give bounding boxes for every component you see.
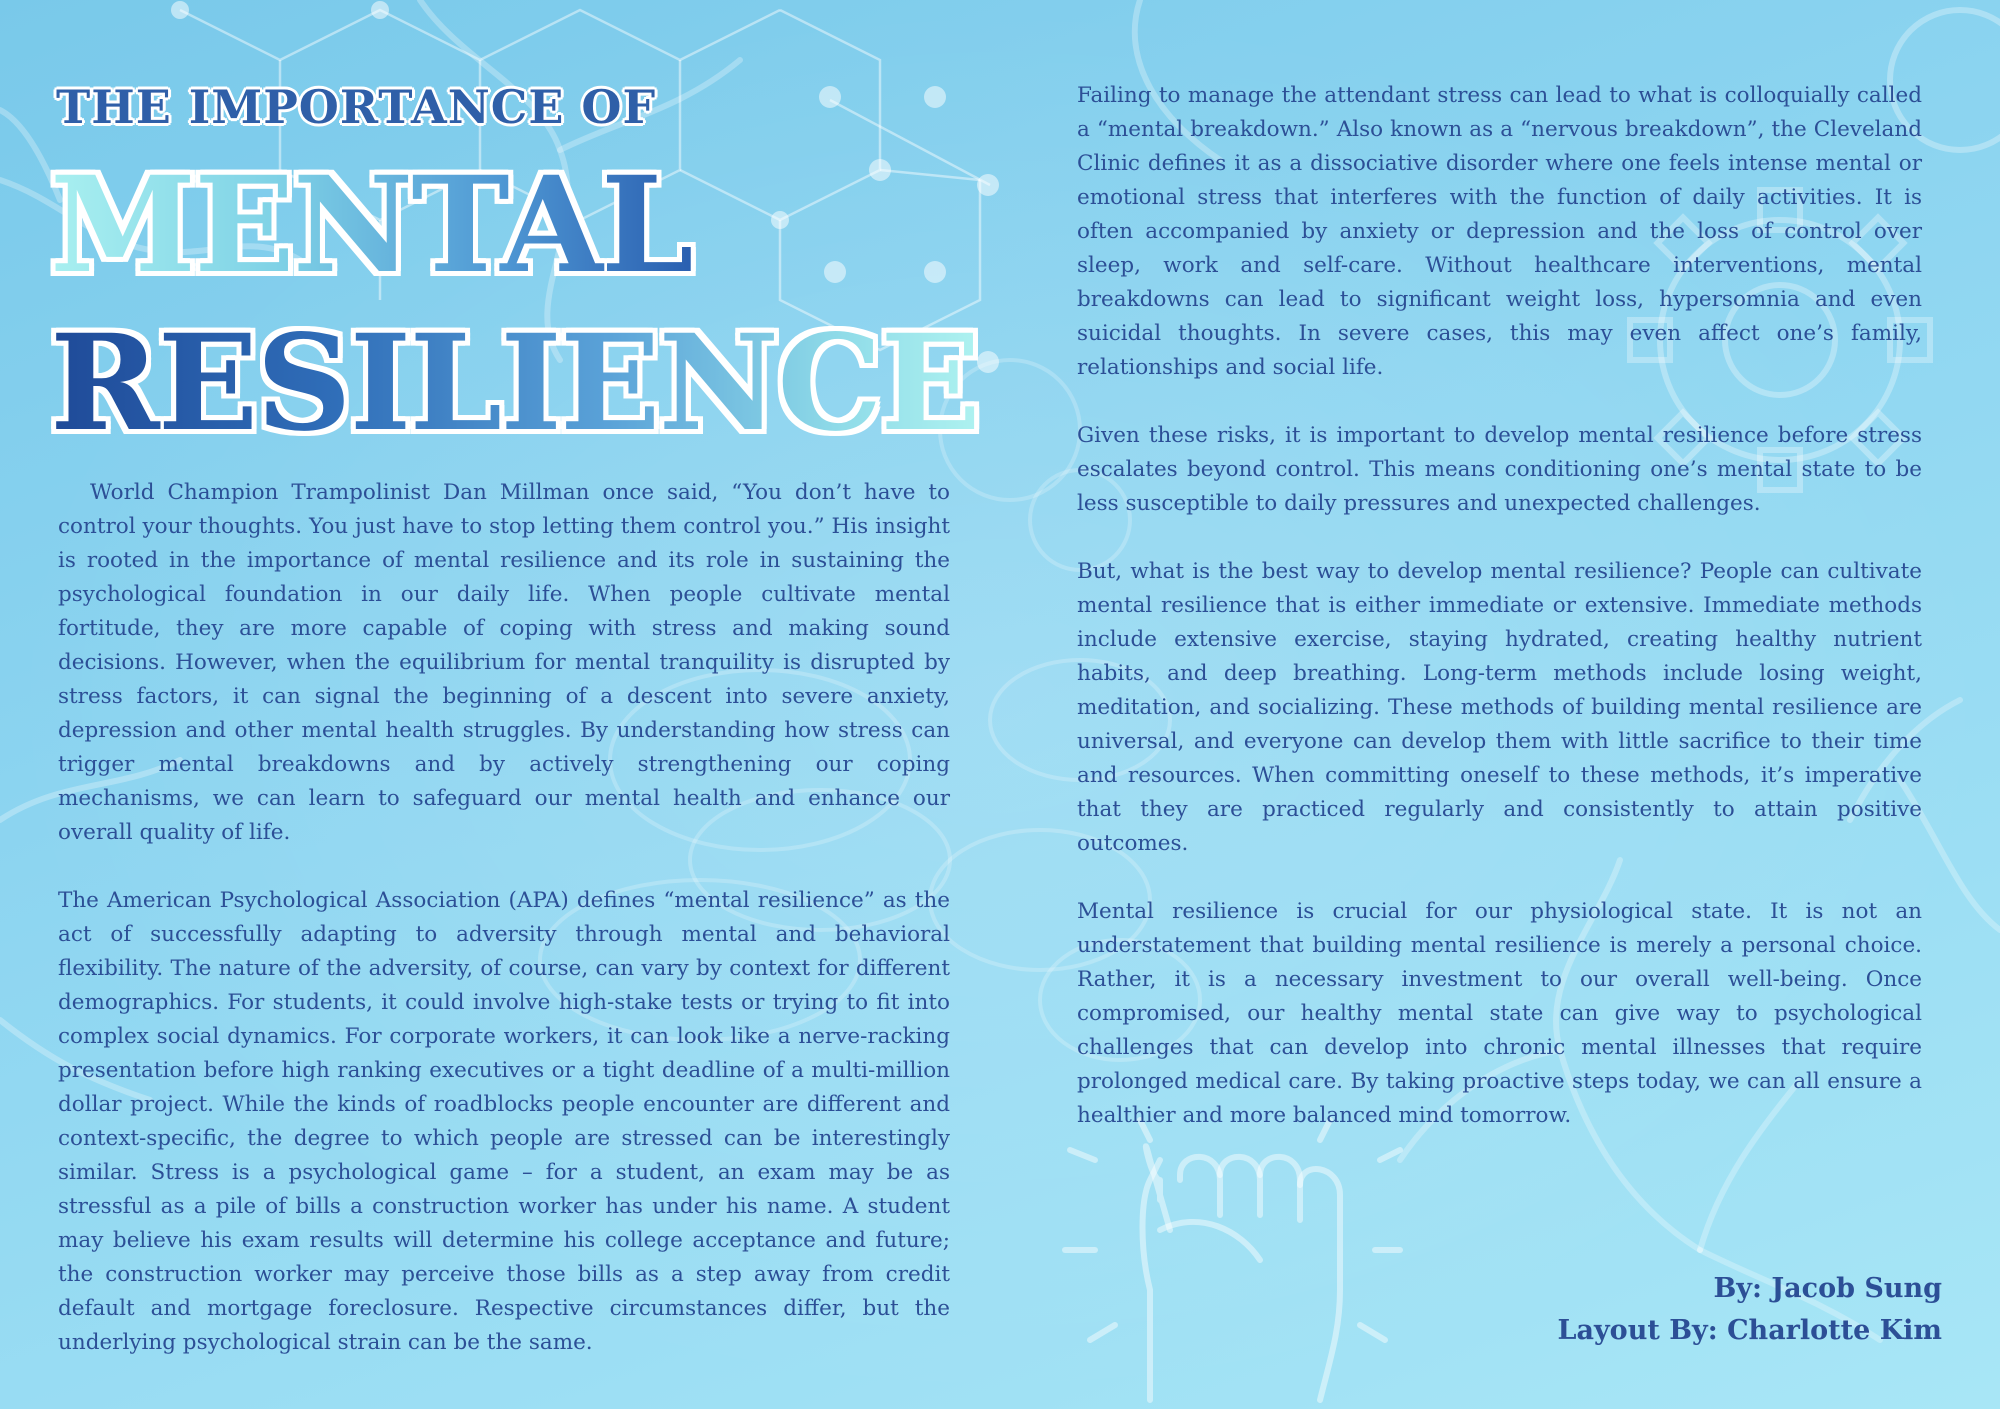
paragraph: Mental resilience is crucial for our physiological state. It is not an understatement that building mental resilience is merely a personal choice. Rather, it is a necessary investment to our overall well-being. Once compromised, our healthy mental state can give way to psychological challenges that can develop into chronic mental illnesses that require prolonged medical care. By taking proactive steps today, we can all ensure a healthier and more balanced mind tomorrow. [1077, 899, 1922, 1128]
paragraph: Failing to manage the attendant stress can lead to what is colloquially called a “mental breakdown.” Also known as a “nervous breakdown”, the Cleveland Clinic defines it as a dissociative disorder where one feels intense mental or emotional stress that interferes with the function of daily activities. It is often accompanied by anxiety or depression and the loss of control over sleep, work and self-care. Without healthcare interventions, mental breakdowns can lead to significant weight loss, hypersomnia and even suicidal thoughts. In severe cases, this may even affect one’s family, relationships and social life. [1077, 83, 1922, 380]
title-resilience: RESILIENCE [50, 306, 979, 461]
byline [1558, 1268, 1942, 1352]
paragraph: The American Psychological Association (APA) defines “mental resilience” as the act of successfully adapting to adversity through mental and behavioral flexibility. The nature of the adversity, of course, can vary by context for different demographics. For students, it could involve high-stake tests or trying to fit into complex social dynamics. For corporate workers, it can look like a nerve-racking presentation before high ranking executives or a tight deadline of a multi-million dollar project. While the kinds of roadblocks people encounter are different and context-specific, the degree to which people are stressed can be interestingly similar. Stress is a psychological game – for a student, an exam may be as stressful as a pile of bills a construction worker has under his name. A student may believe his exam results will determine his college acceptance and future; the construction worker may perceive those bills as a step away from credit default and mortgage foreclosure. Respective circumstances differ, but the underlying psychological strain can be the same. [58, 888, 950, 1355]
paragraph: Given these risks, it is important to develop mental resilience before stress escalates beyond control. This means conditioning one’s mental state to be less susceptible to daily pressures and unexpected challenges. [1077, 423, 1922, 516]
left-column [58, 476, 950, 1360]
paragraph: World Champion Trampolinist Dan Millman once said, “You don’t have to control your thoughts. You just have to stop letting them control you.” His insight is rooted in the importance of mental resilience and its role in sustaining the psychological foundation in our daily life. When people cultivate mental fortitude, they are more capable of coping with stress and making sound decisions. However, when the equilibrium for mental tranquility is disrupted by stress factors, it can signal the beginning of a descent into severe anxiety, depression and other mental health struggles. By understanding how stress can trigger mental breakdowns and by actively strengthening our coping mechanisms, we can learn to safeguard our mental health and enhance our overall quality of life. [58, 480, 950, 845]
title-kicker: THE IMPORTANCE OF [56, 80, 657, 134]
title-mental: MENTAL [50, 148, 692, 303]
layout-credit: Layout By: Charlotte Kim [1557, 1315, 1942, 1346]
paragraph: But, what is the best way to develop mental resilience? People can cultivate mental resilience that is either immediate or extensive. Immediate methods include extensive exercise, staying hydrated, creating healthy nutrient habits, and deep breathing. Long-term methods include losing weight, meditation, and socializing. These methods of building mental resilience are universal, and everyone can develop them with little sacrifice to their time and resources. When committing oneself to these methods, it’s imperative that they are practiced regularly and consistently to attain positive outcomes. [1077, 559, 1922, 856]
author-credit: By: Jacob Sung [1713, 1273, 1942, 1304]
right-column [1077, 79, 1922, 1133]
